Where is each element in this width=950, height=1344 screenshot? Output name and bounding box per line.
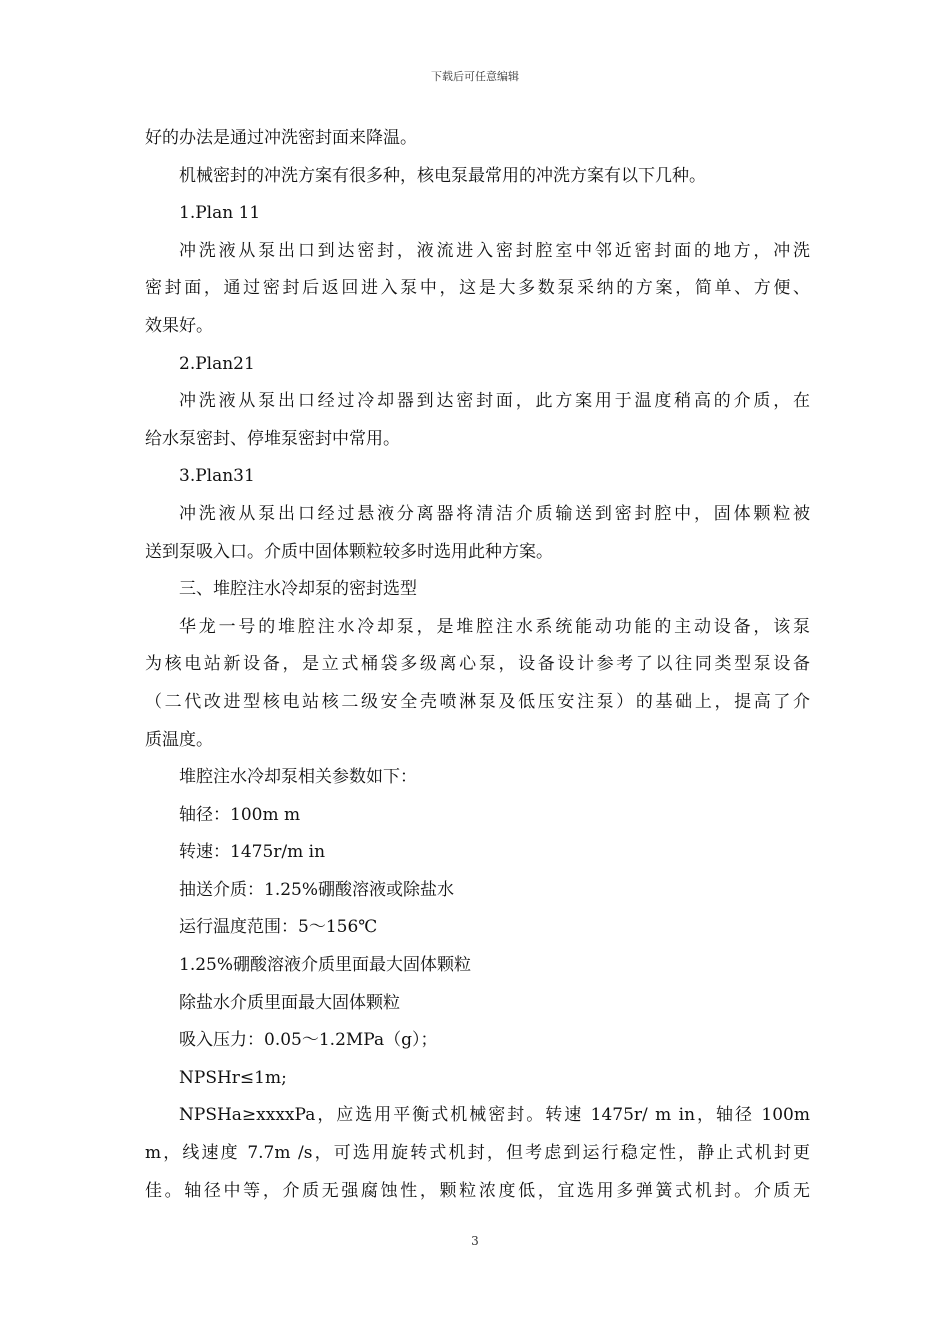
paragraph-line: 效果好。 [145, 315, 213, 336]
paragraph-line: 冲洗液从泵出口到达密封，液流进入密封腔室中邻近密封面的地方，冲洗 [179, 240, 810, 261]
paragraph-line: 好的办法是通过冲洗密封面来降温。 [145, 128, 417, 148]
parameter-line: NPSHr≤1m; [179, 1067, 287, 1088]
section-heading: 三、堆腔注水冷却泵的密封选型 [179, 579, 417, 600]
paragraph-line: 质温度。 [145, 729, 213, 750]
page-header: 下载后可任意编辑 [431, 70, 519, 83]
paragraph-line: 冲洗液从泵出口经过悬液分离器将清洁介质输送到密封腔中，固体颗粒被 [179, 503, 810, 524]
parameter-line: 吸入压力：0.05～1.2MPa（g）； [179, 1030, 438, 1051]
parameter-line: 除盐水介质里面最大固体颗粒 [179, 992, 400, 1013]
paragraph-line: NPSHa≥xxxxPa，应选用平衡式机械密封。转速 1475r/ m in，轴径 100m [179, 1105, 810, 1126]
parameter-line: 抽送介质：1.25%硼酸溶液或除盐水 [179, 879, 455, 900]
paragraph-line: 冲洗液从泵出口经过冷却器到达密封面，此方案用于温度稍高的介质，在 [179, 391, 810, 412]
page-number: 3 [471, 1234, 479, 1248]
parameter-line: 1.25%硼酸溶液介质里面最大固体颗粒 [179, 955, 472, 976]
paragraph-line: 密封面，通过密封后返回进入泵中，这是大多数泵采纳的方案，简单、方便、 [145, 278, 810, 299]
document-body [145, 120, 810, 1210]
paragraph-line: （二代改进型核电站核二级安全壳喷淋泵及低压安注泵）的基础上，提高了介 [145, 691, 810, 712]
paragraph-line: 堆腔注水冷却泵相关参数如下： [179, 767, 417, 788]
paragraph-line: m，线速度 7.7m /s，可选用旋转式机封，但考虑到运行稳定性，静止式机封更 [145, 1143, 810, 1164]
paragraph-line: 华龙一号的堆腔注水冷却泵，是堆腔注水系统能动功能的主动设备，该泵 [179, 616, 810, 637]
paragraph-line: 送到泵吸入口。介质中固体颗粒较多时选用此种方案。 [145, 541, 553, 562]
parameter-line: 运行温度范围：5～156℃ [179, 917, 378, 938]
paragraph-line: 给水泵密封、停堆泵密封中常用。 [145, 428, 400, 449]
paragraph-line: 佳。轴径中等，介质无强腐蚀性，颗粒浓度低，宜选用多弹簧式机封。介质无 [145, 1180, 810, 1201]
parameter-line: 轴径：100m m [179, 804, 301, 825]
parameter-line: 转速：1475r/m in [179, 842, 326, 863]
section-heading: 1.Plan 11 [179, 203, 261, 224]
section-heading: 3.Plan31 [179, 466, 255, 487]
paragraph-line: 机械密封的冲洗方案有很多种，核电泵最常用的冲洗方案有以下几种。 [179, 165, 706, 186]
section-heading: 2.Plan21 [179, 353, 255, 374]
paragraph-line: 为核电站新设备，是立式桶袋多级离心泵，设备设计参考了以往同类型泵设备 [145, 654, 810, 675]
